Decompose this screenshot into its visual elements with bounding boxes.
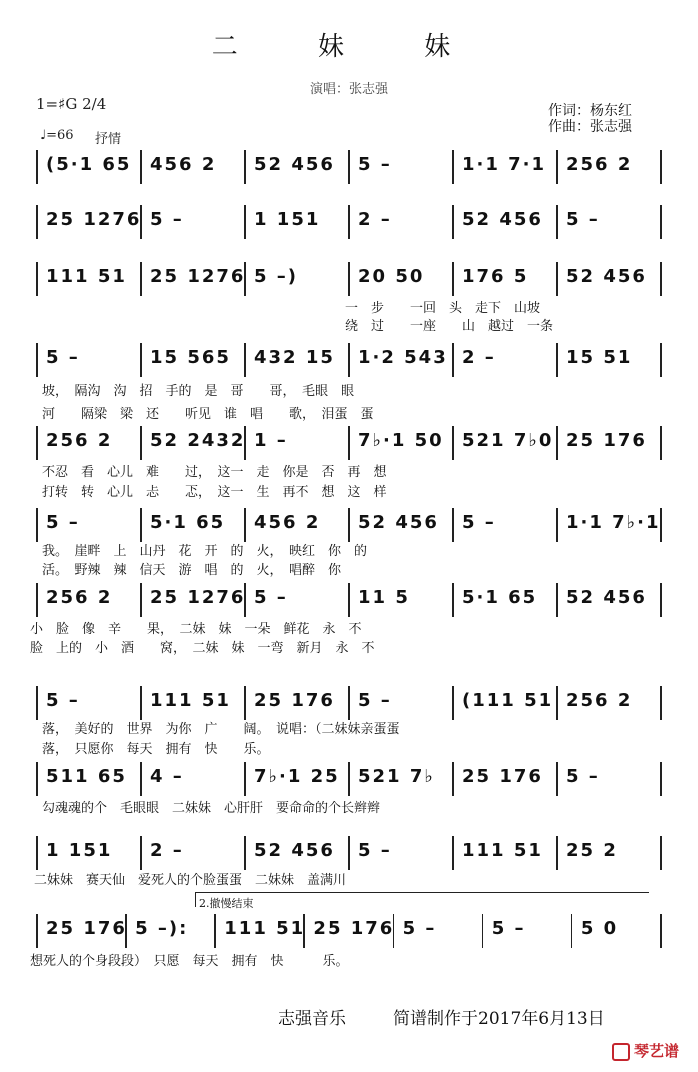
measure: 5 – <box>491 918 526 939</box>
measure: 1·1 7·1 <box>462 154 547 175</box>
bar-line <box>36 150 38 184</box>
bar-line <box>556 583 558 617</box>
bar-line <box>214 914 216 948</box>
bar-line <box>36 262 38 296</box>
bar-line <box>660 762 662 796</box>
bar-line <box>452 762 454 796</box>
bar-line <box>36 583 38 617</box>
measure: 5 – <box>462 512 496 533</box>
lyric-line: 想死人的个身段段） 只愿 每天 拥有 快 乐。 <box>30 954 349 969</box>
measure: 176 5 <box>462 266 529 287</box>
bar-line <box>556 150 558 184</box>
bar-line <box>556 508 558 542</box>
staff-row <box>0 686 698 722</box>
lyric-line: 坡， 隔沟 沟 招 手的 是 哥 哥， 毛眼 眼 <box>42 384 355 399</box>
bar-line <box>140 262 142 296</box>
bar-line <box>660 583 662 617</box>
measure: 1·1 7♭·1 <box>566 512 661 533</box>
bar-line <box>244 508 246 542</box>
bar-line <box>660 836 662 870</box>
measure: 52 456 <box>254 154 335 175</box>
bar-line <box>140 762 142 796</box>
measure: 4 – <box>150 766 184 787</box>
bar-line <box>244 205 246 239</box>
lyric-line: 活。 野辣 辣 信天 游 唱 的 火， 唱醉 你 <box>42 563 342 578</box>
lyric-line: 绕 过 一座 山 越过 一条 <box>345 319 554 334</box>
bar-line <box>660 150 662 184</box>
lyric-line: 落， 美好的 世界 为你 广 阔。 说唱：（二妹妹亲蛋蛋 <box>42 722 400 737</box>
measure: 2 – <box>462 347 496 368</box>
measure: 25 1276 <box>46 209 142 230</box>
measure: 5 – <box>358 154 392 175</box>
measure: 521 7♭0 <box>462 430 554 451</box>
measure: 111 51 <box>46 266 127 287</box>
measure: 256 2 <box>46 430 113 451</box>
measure: 11 5 <box>358 587 410 608</box>
staff-row <box>0 583 698 619</box>
bar-line <box>452 583 454 617</box>
bar-line <box>452 150 454 184</box>
bar-line <box>556 762 558 796</box>
bar-line <box>452 426 454 460</box>
bar-line <box>452 343 454 377</box>
measure: 20 50 <box>358 266 425 287</box>
measure: 5 – <box>358 690 392 711</box>
measure: 1 – <box>254 430 288 451</box>
measure: 5 – <box>46 347 80 368</box>
bar-line <box>140 150 142 184</box>
bar-line <box>36 914 38 948</box>
measure: 521 7♭ <box>358 766 435 787</box>
measure: 1·2 543 <box>358 347 448 368</box>
bar-line <box>140 426 142 460</box>
measure: 25 176 <box>462 766 543 787</box>
measure: 5 –): <box>135 918 189 939</box>
measure: 15 51 <box>566 347 633 368</box>
measure: 5·1 65 <box>462 587 538 608</box>
composer: 作曲：张志强 <box>548 119 632 135</box>
bar-line <box>140 508 142 542</box>
measure: 111 51 <box>462 840 543 861</box>
measure: 52 456 <box>566 266 647 287</box>
measure: 432 15 <box>254 347 335 368</box>
bar-line <box>36 426 38 460</box>
bar-line <box>36 762 38 796</box>
bar-line <box>348 836 350 870</box>
measure: 256 2 <box>566 154 633 175</box>
staff-row <box>0 508 698 544</box>
measure: 25 1276 <box>150 587 246 608</box>
measure: 456 2 <box>150 154 217 175</box>
bar-line <box>571 914 573 948</box>
bar-line <box>348 150 350 184</box>
staff-row <box>0 205 698 241</box>
lyric-line: 河 隔梁 梁 还 听见 谁 唱 歌， 泪蛋 蛋 <box>42 407 374 422</box>
lyric-line: 小 脸 像 辛 果， 二妹 妹 一朵 鲜花 永 不 <box>30 622 362 637</box>
measure: 5 – <box>566 209 600 230</box>
footer-right: 简谱制作于2017年6月13日 <box>393 1009 605 1029</box>
measure: 5 0 <box>580 918 619 939</box>
bar-line <box>348 762 350 796</box>
measure: 52 2432 <box>150 430 246 451</box>
measure: 256 2 <box>566 690 633 711</box>
measure: 5 – <box>254 587 288 608</box>
measure: 5 – <box>46 690 80 711</box>
bar-line <box>140 583 142 617</box>
bar-line <box>452 205 454 239</box>
measure: 25 2 <box>566 840 618 861</box>
measure: 25 176 <box>254 690 335 711</box>
measure: 1 151 <box>254 209 321 230</box>
lyric-line: 二妹妹 赛天仙 爱死人的个脸蛋蛋 二妹妹 盖满川 <box>34 873 347 888</box>
lyric-line: 落， 只愿你 每天 拥有 快 乐。 <box>42 742 270 757</box>
bar-line <box>348 508 350 542</box>
volta-bracket: 2.撤慢结束 <box>195 892 649 907</box>
measure: 7♭·1 50 <box>358 430 444 451</box>
staff-row <box>0 343 698 379</box>
logo-icon <box>612 1043 630 1061</box>
bar-line <box>556 836 558 870</box>
measure: 5 –) <box>254 266 299 287</box>
bar-line <box>348 262 350 296</box>
measure: 511 65 <box>46 766 127 787</box>
staff-row <box>0 262 698 298</box>
staff-row <box>0 914 698 950</box>
staff-row <box>0 762 698 798</box>
lyric-line: 我。 崖畔 上 山丹 花 开 的 火， 映红 你 的 <box>42 544 368 559</box>
bar-line <box>660 262 662 296</box>
site-logo: 琴艺谱 <box>612 1040 679 1061</box>
bar-line <box>36 836 38 870</box>
tempo: ♩=66 <box>40 128 74 143</box>
measure: 111 51 <box>150 690 231 711</box>
bar-line <box>244 343 246 377</box>
measure: 25 1276 <box>150 266 246 287</box>
expression: 抒情 <box>95 132 122 147</box>
lyric-line: 脸 上的 小 酒 窝， 二妹 妹 一弯 新月 永 不 <box>30 641 375 656</box>
bar-line <box>140 836 142 870</box>
measure: 25 176 <box>46 918 127 939</box>
measure: 2 – <box>150 840 184 861</box>
lyric-line: 不忍 看 心儿 难 过， 这一 走 你是 否 再 想 <box>42 465 387 480</box>
measure: 5 – <box>358 840 392 861</box>
lyric-line: 打转 转 心儿 忐 忑， 这一 生 再不 想 这 样 <box>42 485 387 500</box>
bar-line <box>348 426 350 460</box>
measure: 7♭·1 25 <box>254 766 340 787</box>
bar-line <box>140 686 142 720</box>
bar-line <box>244 762 246 796</box>
bar-line <box>556 205 558 239</box>
bar-line <box>244 686 246 720</box>
bar-line <box>36 686 38 720</box>
measure: 5 – <box>46 512 80 533</box>
staff-row <box>0 426 698 462</box>
staff-row <box>0 836 698 872</box>
bar-line <box>452 836 454 870</box>
measure: 25 176 <box>313 918 395 939</box>
bar-line <box>556 262 558 296</box>
measure: (5·1 65 <box>46 154 132 175</box>
bar-line <box>660 205 662 239</box>
bar-line <box>244 836 246 870</box>
bar-line <box>660 686 662 720</box>
measure: 25 176 <box>566 430 647 451</box>
bar-line <box>556 686 558 720</box>
bar-line <box>348 686 350 720</box>
bar-line <box>36 205 38 239</box>
measure: 456 2 <box>254 512 321 533</box>
measure: 1 151 <box>46 840 113 861</box>
measure: 15 565 <box>150 347 231 368</box>
bar-line <box>556 426 558 460</box>
bar-line <box>348 205 350 239</box>
bar-line <box>660 426 662 460</box>
bar-line <box>452 508 454 542</box>
bar-line <box>348 343 350 377</box>
measure: 111 51 <box>224 918 306 939</box>
measure: 52 456 <box>566 587 647 608</box>
bar-line <box>556 343 558 377</box>
footer-left: 志强音乐 <box>278 1009 346 1029</box>
staff-row <box>0 150 698 186</box>
measure: 5 – <box>402 918 437 939</box>
bar-line <box>452 686 454 720</box>
lyric-line: 一 步 一回 头 走下 山坡 <box>345 301 541 316</box>
lyricist: 作词：杨东红 <box>548 103 632 119</box>
bar-line <box>482 914 484 948</box>
measure: 5·1 65 <box>150 512 226 533</box>
measure: 2 – <box>358 209 392 230</box>
measure: 5 – <box>150 209 184 230</box>
bar-line <box>244 150 246 184</box>
measure: (111 51 <box>462 690 554 711</box>
lyric-line: 勾魂魂的个 毛眼眼 二妹妹 心肝肝 要命命的个长辫辫 <box>42 801 381 816</box>
bar-line <box>140 343 142 377</box>
key-signature: 1=♯G 2/4 <box>36 95 107 113</box>
measure: 256 2 <box>46 587 113 608</box>
bar-line <box>36 343 38 377</box>
measure: 52 456 <box>358 512 439 533</box>
singer: 演唱：张志强 <box>309 82 388 97</box>
measure: 52 456 <box>254 840 335 861</box>
measure: 52 456 <box>462 209 543 230</box>
bar-line <box>660 914 662 948</box>
bar-line <box>452 262 454 296</box>
bar-line <box>36 508 38 542</box>
song-title: 二 妹 妹 <box>211 32 487 62</box>
measure: 5 – <box>566 766 600 787</box>
bar-line <box>348 583 350 617</box>
bar-line <box>660 343 662 377</box>
